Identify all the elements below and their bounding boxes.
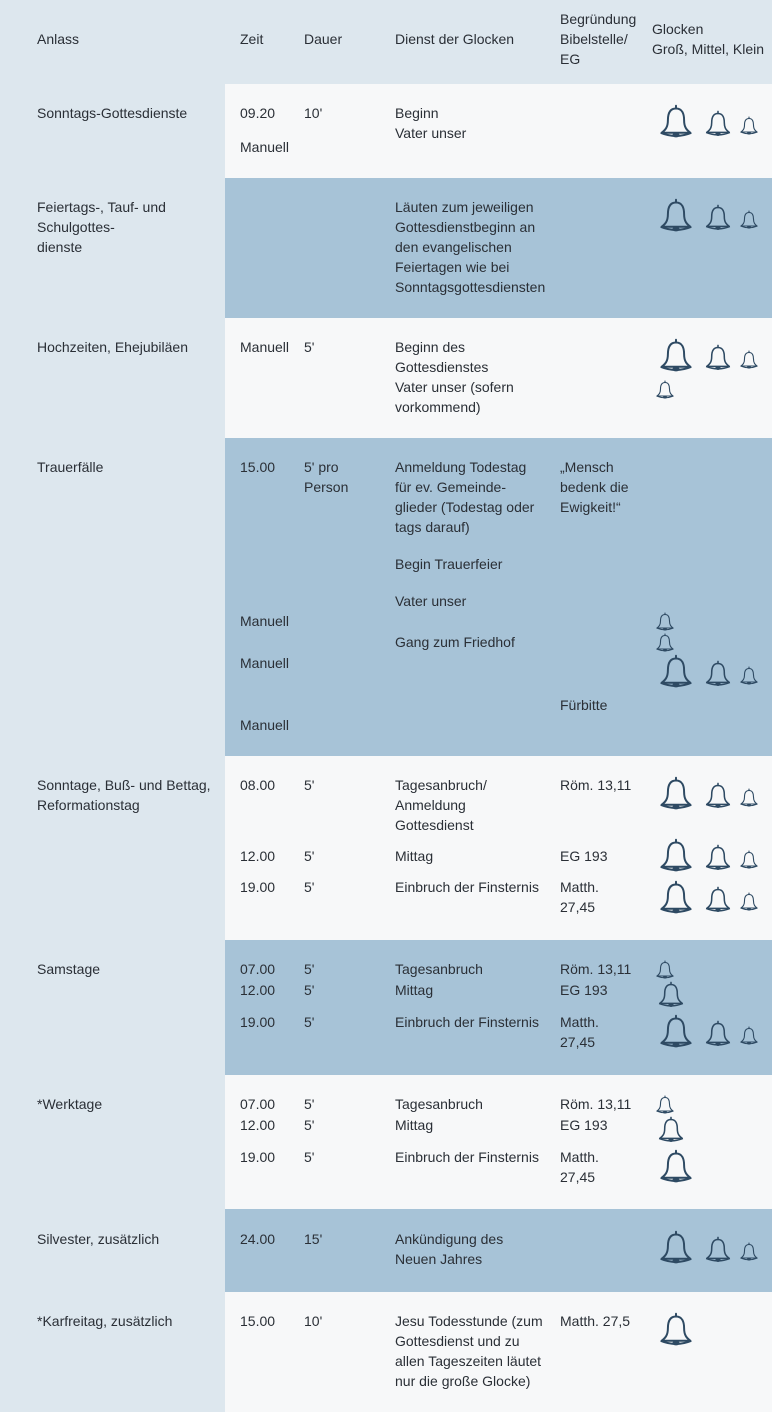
zeit-cell: 07.00 — [240, 1096, 276, 1112]
small-bell-icon — [739, 210, 759, 230]
begruendung-cell: „Mensch bedenk die Ewigkeit!“ — [560, 459, 629, 515]
large-bell-icon — [658, 1014, 694, 1050]
zeit-cell: 12.00 — [240, 982, 276, 998]
anlass-cell: Sonntags-Gottesdienste — [37, 105, 188, 121]
large-bell-icon — [658, 1149, 694, 1185]
large-bell-icon — [658, 654, 694, 690]
dienst-cell: Jesu Todesstunde (zum Gottesdienst und zu allen Tageszeiten läutet nur die große Glocke) — [395, 1313, 543, 1389]
zeit-cell: 09.20 — [240, 105, 276, 121]
anlass-cell: Silvester, zusätzlich — [37, 1231, 160, 1247]
header-zeit: Zeit — [240, 31, 264, 47]
large-bell-icon — [658, 776, 694, 812]
begruendung-cell: Röm. 13,11 — [560, 1096, 632, 1112]
dienst-cell: Mittag — [395, 982, 434, 998]
table-row — [0, 1209, 772, 1292]
small-bell-icon — [655, 612, 675, 632]
medium-bell-icon — [704, 1020, 732, 1048]
begruendung-cell: Matth. 27,45 — [560, 1149, 599, 1185]
header-anlass: Anlass — [37, 31, 80, 47]
header-dienst: Dienst der Glocken — [395, 31, 515, 47]
small-bell-icon — [739, 892, 759, 912]
medium-bell-icon — [657, 1116, 685, 1144]
zeit-cell: 12.00 — [240, 1117, 276, 1133]
begruendung-cell: Matth. 27,45 — [560, 1014, 599, 1050]
header-begruendung: Begründung Bibelstelle/ EG — [560, 11, 637, 67]
dienst-cell: Einbruch der Finsternis — [395, 1014, 539, 1030]
begruendung-cell: EG 193 — [560, 848, 608, 864]
zeit-cell: Manuell — [240, 717, 290, 733]
dauer-cell: 5' — [304, 1149, 315, 1165]
dauer-cell: 10' — [304, 105, 323, 121]
large-bell-icon — [658, 1230, 694, 1266]
dienst-cell: Einbruch der Finsternis — [395, 879, 539, 895]
zeit-cell: 07.00 — [240, 961, 276, 977]
dienst-cell: Anmeldung Todestag für ev. Gemeinde- glieder (Todestag oder tags darauf) — [395, 459, 535, 535]
zeit-cell: Manuell — [240, 139, 290, 155]
small-bell-icon — [739, 1242, 759, 1262]
medium-bell-icon — [704, 660, 732, 688]
large-bell-icon — [658, 880, 694, 916]
small-bell-icon — [655, 380, 675, 400]
begruendung-cell: Röm. 13,11 — [560, 961, 632, 977]
dauer-cell: 5' — [304, 777, 315, 793]
begruendung-cell: Matth. 27,45 — [560, 879, 599, 915]
dauer-cell: 15' — [304, 1231, 323, 1247]
table-row — [0, 178, 772, 318]
zeit-cell: Manuell — [240, 339, 290, 355]
small-bell-icon — [739, 350, 759, 370]
small-bell-icon — [739, 666, 759, 686]
large-bell-icon — [658, 338, 694, 374]
dienst-cell: Mittag — [395, 848, 434, 864]
anlass-cell: *Werktage — [37, 1096, 103, 1112]
medium-bell-icon — [704, 110, 732, 138]
table-row — [0, 318, 772, 438]
dauer-cell: 5' — [304, 848, 315, 864]
dauer-cell: 5' — [304, 1014, 315, 1030]
dienst-cell: Begin Trauerfeier — [395, 556, 503, 572]
begruendung-cell: EG 193 — [560, 1117, 608, 1133]
small-bell-icon — [739, 788, 759, 808]
zeit-cell: Manuell — [240, 613, 290, 629]
anlass-cell: Feiertags-, Tauf- und Schulgottes- dienste — [37, 199, 166, 255]
dauer-cell: 5' — [304, 339, 315, 355]
dienst-cell: Tagesanbruch — [395, 961, 483, 977]
small-bell-icon — [739, 1026, 759, 1046]
table-row — [0, 940, 772, 1075]
header-glocken: Glocken Groß, Mittel, Klein — [652, 21, 765, 57]
medium-bell-icon — [704, 782, 732, 810]
begruendung-cell: Fürbitte — [560, 697, 608, 713]
header-row — [0, 0, 772, 84]
medium-bell-icon — [704, 886, 732, 914]
zeit-cell: 19.00 — [240, 1149, 276, 1165]
small-bell-icon — [739, 850, 759, 870]
header-dauer: Dauer — [304, 31, 343, 47]
dauer-cell: 10' — [304, 1313, 323, 1329]
zeit-cell: 15.00 — [240, 1313, 276, 1329]
anlass-cell: *Karfreitag, zusätzlich — [37, 1313, 173, 1329]
dienst-cell: Gang zum Friedhof — [395, 634, 515, 650]
dauer-cell: 5' — [304, 961, 315, 977]
large-bell-icon — [658, 104, 694, 140]
dauer-cell: 5' — [304, 982, 315, 998]
begruendung-cell: EG 193 — [560, 982, 608, 998]
zeit-cell: 19.00 — [240, 879, 276, 895]
small-bell-icon — [739, 116, 759, 136]
dienst-cell: Beginn Vater unser — [395, 105, 467, 141]
medium-bell-icon — [704, 844, 732, 872]
dauer-cell: 5' pro Person — [304, 459, 349, 495]
zeit-cell: 24.00 — [240, 1231, 276, 1247]
anlass-cell: Trauerfälle — [37, 459, 104, 475]
zeit-cell: 15.00 — [240, 459, 276, 475]
anlass-cell: Hochzeiten, Ehejubiläen — [37, 339, 188, 355]
anlass-cell: Sonntage, Buß- und Bettag, Reformationstag — [37, 777, 211, 813]
zeit-cell: 08.00 — [240, 777, 276, 793]
begruendung-cell: Matth. 27,5 — [560, 1313, 631, 1329]
large-bell-icon — [658, 1312, 694, 1348]
dauer-cell: 5' — [304, 1096, 315, 1112]
dienst-cell: Tagesanbruch — [395, 1096, 483, 1112]
small-bell-icon — [655, 633, 675, 653]
begruendung-cell: Röm. 13,11 — [560, 777, 632, 793]
dienst-cell: Läuten zum jeweiligen Gottesdienstbeginn an den evangelischen Feiertagen wie bei Sonntagsgottesdiensten — [395, 199, 546, 295]
dienst-cell: Mittag — [395, 1117, 434, 1133]
dienst-cell: Beginn des Gottesdienstes Vater unser (sofern vorkommend) — [395, 339, 514, 415]
zeit-cell: 12.00 — [240, 848, 276, 864]
dienst-cell: Ankündigung des Neuen Jahres — [395, 1231, 504, 1267]
table-row — [0, 84, 772, 178]
small-bell-icon — [655, 960, 675, 980]
table-row — [0, 1075, 772, 1209]
table-row — [0, 756, 772, 940]
table-row — [0, 1292, 772, 1412]
dienst-cell: Einbruch der Finsternis — [395, 1149, 539, 1165]
zeit-cell: 19.00 — [240, 1014, 276, 1030]
dauer-cell: 5' — [304, 1117, 315, 1133]
medium-bell-icon — [704, 1236, 732, 1264]
medium-bell-icon — [704, 344, 732, 372]
large-bell-icon — [658, 198, 694, 234]
medium-bell-icon — [704, 204, 732, 232]
small-bell-icon — [655, 1095, 675, 1115]
table-row — [0, 438, 772, 756]
dienst-cell: Vater unser — [395, 593, 467, 609]
medium-bell-icon — [657, 981, 685, 1009]
zeit-cell: Manuell — [240, 655, 290, 671]
anlass-cell: Samstage — [37, 961, 101, 977]
dauer-cell: 5' — [304, 879, 315, 895]
dienst-cell: Tagesanbruch/ Anmeldung Gottesdienst — [395, 777, 487, 833]
large-bell-icon — [658, 838, 694, 874]
